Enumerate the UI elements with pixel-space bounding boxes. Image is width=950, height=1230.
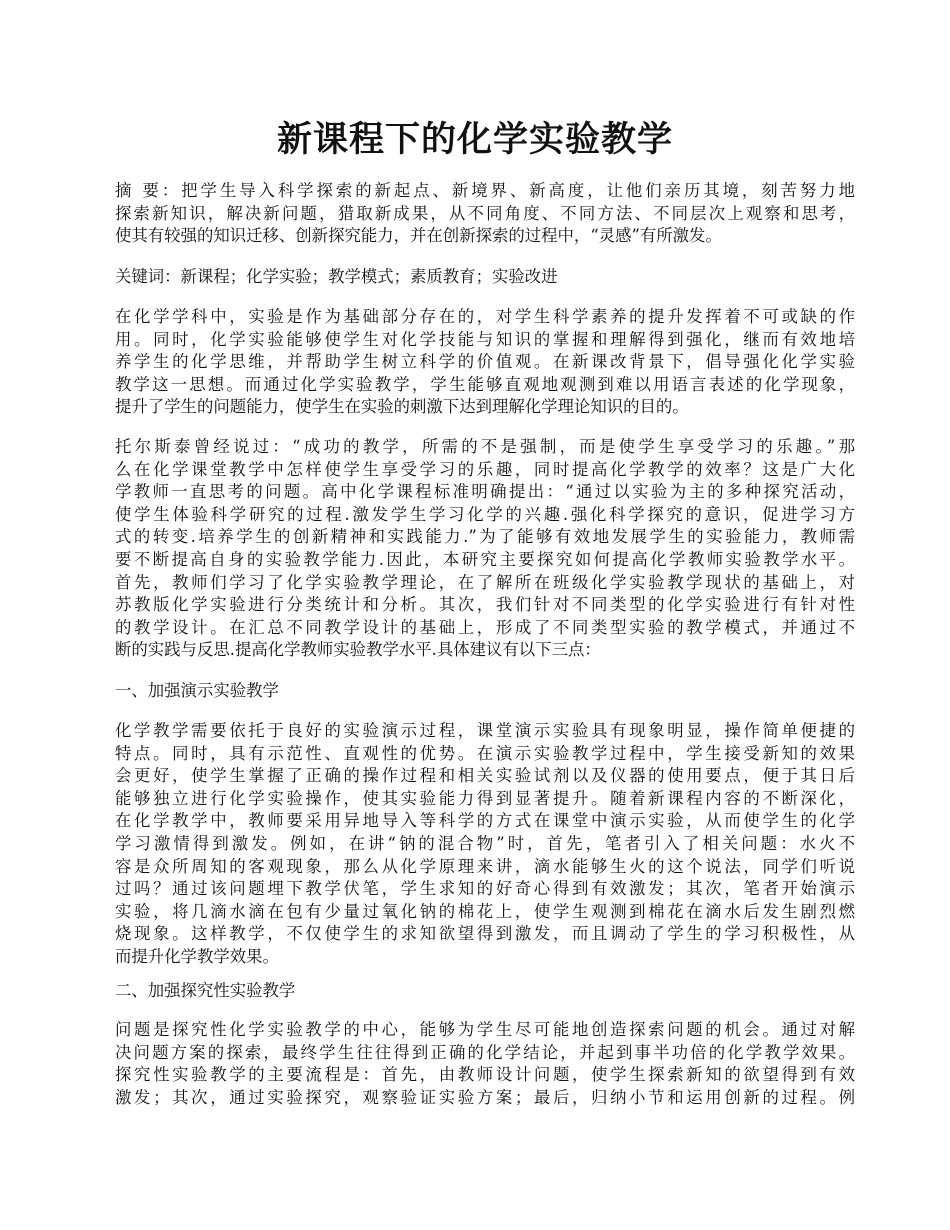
paragraph-line: 托尔斯泰曾经说过：“成功的教学，所需的不是强制，而是使学生享受学习的乐趣。”那 — [115, 437, 855, 456]
paragraph-line: 提升了学生的问题能力，使学生在实验的刺激下达到理解化学理论知识的目的。 — [115, 397, 689, 417]
section-heading-1: 一、加强演示实验教学 — [115, 681, 279, 700]
abstract-line: 使其有较强的知识迁移、创新探究能力，并在创新探索的过程中，“灵感”有所激发。 — [115, 226, 722, 246]
paragraph-line: 要不断提高自身的实验教学能力.因此，本研究主要探究如何提高化学教师实验教学水平。 — [115, 549, 855, 569]
paragraph-line: 教学这一思想。而通过化学实验教学，学生能够直观地观测到难以用语言表述的化学现象， — [115, 374, 855, 394]
abstract-line: 摘 要：把学生导入科学探索的新起点、新境界、新高度，让他们亲历其境，刻苦努力地 — [115, 181, 855, 200]
paragraph-line: 么在化学课堂教学中怎样使学生享受学习的乐趣，同时提高化学教学的效率？这是广大化 — [115, 459, 855, 479]
paragraph-line: 学教师一直思考的问题。高中化学课程标准明确提出：“通过以实验为主的多种探究活动， — [115, 482, 855, 502]
body-paragraph-3 — [115, 720, 855, 969]
section-heading-2: 二、加强探究性实验教学 — [115, 981, 296, 1000]
paragraph-line: 过吗？通过该问题埋下教学伏笔，学生求知的好奇心得到有效激发；其次，笔者开始演示 — [115, 879, 855, 899]
document-title: 新课程下的化学实验教学 — [276, 120, 673, 160]
body-paragraph-4 — [115, 1019, 855, 1109]
paragraph-line: 使学生体验科学研究的过程.激发学生学习化学的兴趣.强化科学探究的意识，促进学习方 — [115, 504, 855, 524]
paragraph-line: 养学生的化学思维，并帮助学生树立科学的价值观。在新课改背景下，倡导强化化学实验 — [115, 352, 855, 372]
paragraph-line: 的教学设计。在汇总不同教学设计的基础上，形成了不同类型实验的教学模式，并通过不 — [115, 617, 855, 637]
paragraph-line: 问题是探究性化学实验教学的中心，能够为学生尽可能地创造探索问题的机会。通过对解 — [115, 1020, 855, 1039]
abstract-line: 探索新知识，解决新问题，猎取新成果，从不同角度、不同方法、不同层次上观察和思考， — [115, 203, 855, 223]
paragraph-line: 能够独立进行化学实验操作，使其实验能力得到显著提升。随着新课程内容的不断深化， — [115, 788, 855, 808]
abstract-paragraph — [115, 180, 855, 248]
paragraph-line: 探究性实验教学的主要流程是：首先，由教师设计问题，使学生探索新知的欲望得到有效 — [115, 1065, 855, 1085]
paragraph-line: 激发；其次，通过实验探究，观察验证实验方案；最后，归纳小节和运用创新的过程。例 — [115, 1087, 855, 1107]
paragraph-line: 首先，教师们学习了化学实验教学理论，在了解所在班级化学实验教学现状的基础上，对 — [115, 572, 855, 592]
body-paragraph-1 — [115, 306, 855, 419]
paragraph-line: 特点。同时，具有示范性、直观性的优势。在演示实验教学过程中，学生接受新知的效果 — [115, 743, 855, 763]
paragraph-line: 决问题方案的探索，最终学生往往得到正确的化学结论，并起到事半功倍的化学教学效果。 — [115, 1042, 855, 1062]
body-paragraph-2 — [115, 436, 855, 662]
paragraph-line: 学习激情得到激发。例如，在讲“钠的混合物”时，首先，笔者引入了相关问题：水火不 — [115, 833, 855, 853]
keywords-line: 关键词：新课程；化学实验；教学模式；素质教育；实验改进 — [115, 267, 558, 286]
paragraph-line: 式的转变.培养学生的创新精神和实践能力.”为了能够有效地发展学生的实验能力，教师需 — [115, 527, 855, 547]
paragraph-line: 会更好，使学生掌握了正确的操作过程和相关实验试剂以及仪器的使用要点，便于其日后 — [115, 766, 855, 786]
paragraph-line: 容是众所周知的客观现象，那么从化学原理来讲，滴水能够生火的这个说法，同学们听说 — [115, 856, 855, 876]
paragraph-line: 断的实践与反思.提高化学教师实验教学水平.具体建议有以下三点： — [115, 640, 601, 660]
paragraph-line: 苏教版化学实验进行分类统计和分析。其次，我们针对不同类型的化学实验进行有针对性 — [115, 595, 855, 615]
paragraph-line: 在化学教学中，教师要采用异地导入等科学的方式在课堂中演示实验，从而使学生的化学 — [115, 811, 855, 831]
paragraph-line: 化学教学需要依托于良好的实验演示过程，课堂演示实验具有现象明显，操作简单便捷的 — [115, 721, 855, 740]
paragraph-line: 而提升化学教学效果。 — [115, 946, 279, 966]
paragraph-line: 用。同时，化学实验能够使学生对化学技能与知识的掌握和理解得到强化，继而有效地培 — [115, 329, 855, 349]
paragraph-line: 实验，将几滴水滴在包有少量过氧化钠的棉花上，使学生观测到棉花在滴水后发生剧烈燃 — [115, 901, 855, 921]
paragraph-line: 在化学学科中，实验是作为基础部分存在的，对学生科学素养的提升发挥着不可或缺的作 — [115, 307, 855, 326]
paragraph-line: 烧现象。这样教学，不仅使学生的求知欲望得到激发，而且调动了学生的学习积极性，从 — [115, 924, 855, 944]
